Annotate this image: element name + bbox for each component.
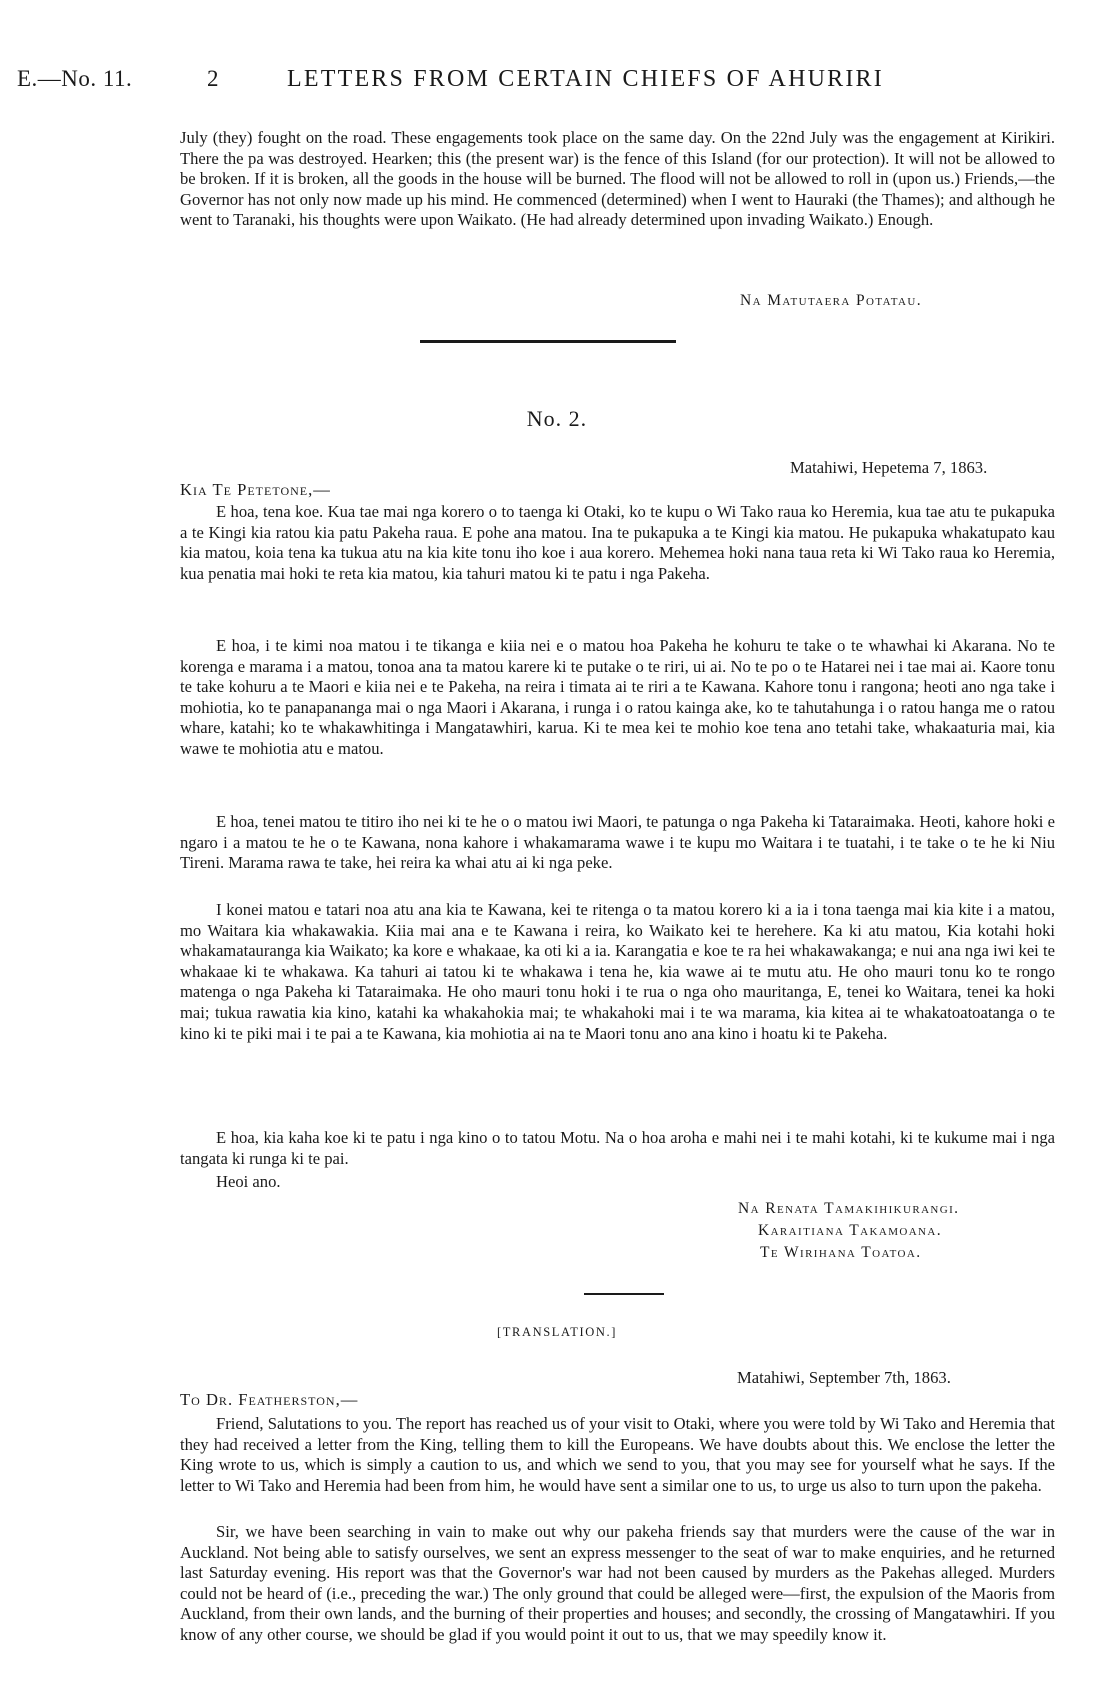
letter-paragraph: E hoa, kia kaha koe ki te patu i nga kino o to tatou Motu. Na o hoa aroha e mahi nei i te mahi kotahi, ki te kukume mai i nga tangata ki runga ki te pai. (180, 1128, 1055, 1168)
translation-salutation: To Dr. Featherston,— (180, 1390, 359, 1409)
section-divider (584, 1293, 664, 1295)
letter-paragraph: E hoa, i te kimi noa matou i te tikanga e kiia nei e o matou hoa Pakeha he kohuru te take o te whawhai ki Akarana. No te korenga e marama i a matou, tonoa ana ta matou karere ki te putake o te riri, ui ai. No te po o te Hatarei nei i tae mai ai. Kaore tonu te take kohuru a te Maori e kiia nei e te Pakeha, na reira i timata ai te riri a te Kawana. Kahore tonu i rangona; heoti ano nga take i mohiotia, ko te panapananga mai o nga Maori i Akarana, i runga i o ratou kainga ake, ko te tahutahunga i o ratou hanga me o ratou whare, katahi; ko te whakawhitinga i Mangatawhiri, karua. Ki te mea kei te mohio koe tena ano tetahi take, whakaaturia mai, kia wawe te mohiotia atu e matou. (180, 636, 1055, 758)
document-reference: E.—No. 11. (17, 66, 133, 91)
letter-closing: Heoi ano. (216, 1172, 281, 1191)
translation-date: Matahiwi, September 7th, 1863. (737, 1368, 951, 1387)
signature-line: Te Wirihana Toatoa. (760, 1244, 922, 1261)
letter-paragraph: I konei matou e tatari noa atu ana kia te Kawana, kei te ritenga o ta matou korero ki a ia i tona taenga mai kia kite i a matou, mo Waitara kia whakawakia. Kiia mai ana e te Kawana i reira, ko Waikato kei te herehere. Ka ki atu matou, Kia kotahi hoki whakamataurangа kia Waikato; ka kore e whakaae, ka oti ki a ia. Karangatia e koe te ra hei whakawakanga; e nui ana nga iwi kei te whakaae ki te whakawa. Ka tahuri ai tatou ki te whakawa i tena he, kia wawe ai te mutu atu. He oho mauri tonu ko te rongo matenga o nga Pakeha ki Tataraimaka. He oho mauri tonu hoki i te rua o nga oho mauritanga, E, tenei ko Waitara, tenei ka hoki mai; tukua rawatia kia kino, katahi ka whakahokia mai; te whakahoki mai i te wa marama, kia kitea ai te whakatoatoatanga o te kino ki te piki mai i te pai a te Kawana, kia mohiotia ai na te Maori tonu ano ana kino i hoatu ki te Pakeha. (180, 900, 1055, 1043)
translation-heading: [TRANSLATION.] (497, 1325, 617, 1339)
page-title: LETTERS FROM CERTAIN CHIEFS OF AHURIRI (287, 66, 884, 92)
page-number: 2 (207, 66, 219, 91)
letter-salutation: Kia Te Petetone,— (180, 480, 331, 499)
letter-date: Matahiwi, Hepetema 7, 1863. (790, 458, 988, 477)
running-header (17, 66, 1097, 102)
letter1-body: July (they) fought on the road. These engagements took place on the same day. On the 22nd July was the engagement at Kirikiri. There the pa was destroyed. Hearken; this (the present war) is the fence of this Island (for our protection). It will not be allowed to be broken. If it is broken, all the goods in the house will be burned. The flood will not be allowed to roll in (upon us.) Friends,—the Governor has not only now made up his mind. He commenced (determined) when I went to Hauraki (the Thames); and although he went to Taranaki, his thoughts were upon Waikato. (He had already determined upon invading Waikato.) Enough. (180, 128, 1055, 230)
letter1-signature: Na Matutaera Potatau. (740, 292, 922, 309)
signature-line: Na Renata Tamakihikurangi. (738, 1200, 960, 1217)
translation-paragraph: Sir, we have been searching in vain to make out why our pakeha friends say that murders were the cause of the war in Auckland. Not being able to satisfy ourselves, we sent an express messenger to the seat of war to make enquiries, and he returned last Saturday evening. His report was that the Governor's war had not been caused by murders as the Pakehas alleged. Murders could not be heard of (i.e., preceding the war.) The only ground that could be alleged were—first, the expulsion of the Maoris from Auckland, from their own lands, and the burning of their properties and houses; and secondly, the crossing of Mangatawhiri. If you know of any other course, we should be glad if you would point it out to us, that we may speedily know it. (180, 1522, 1055, 1644)
section-heading: No. 2. (526, 406, 588, 431)
letter-paragraph: E hoa, tena koe. Kua tae mai nga korero o to taenga ki Otaki, ko te kupu o Wi Tako raua ko Heremia, kua tae atu te pukapuka a te Kingi kia ratou kia patu Pakeha raua. E pohe ana matou. Ina te pukapuka a te Kingi kia matou. He pukapuka whakatupato kau kia matou, koia tena ka tukua atu na kia kite tonu iho koe i aua korero. Mehemea hoki nana taua reta ki Wi Tako raua ko Heremia, kua penatia mai hoki te reta kia matou, kia tahuri matou ki te patu i nga Pakeha. (180, 502, 1055, 583)
signature-line: Karaitiana Takamoana. (758, 1222, 943, 1239)
section-divider (420, 340, 676, 343)
translation-paragraph: Friend, Salutations to you. The report has reached us of your visit to Otaki, where you were told by Wi Tako and Heremia that they had received a letter from the King, telling them to kill the Europeans. We have doubts about this. We enclose the letter the King wrote to us, which is simply a caution to us, and which we send to you, that you may see for yourself what he says. If the letter to Wi Tako and Heremia had been from him, he would have sent a similar one to us, to urge us also to turn upon the pakeha. (180, 1414, 1055, 1495)
letter-paragraph: E hoa, tenei matou te titiro iho nei ki te he o o matou iwi Maori, te patunga o nga Pakeha ki Tataraimaka. Heoti, kahore hoki e ngaro i a matou te he o te Kawana, nona kahore i whakamarama wawe i te kupu mo Waitara i te tuatahi, i te take o te he ki Niu Tireni. Marama rawa te take, hei reira ka whai atu ai ki nga peke. (180, 812, 1055, 873)
